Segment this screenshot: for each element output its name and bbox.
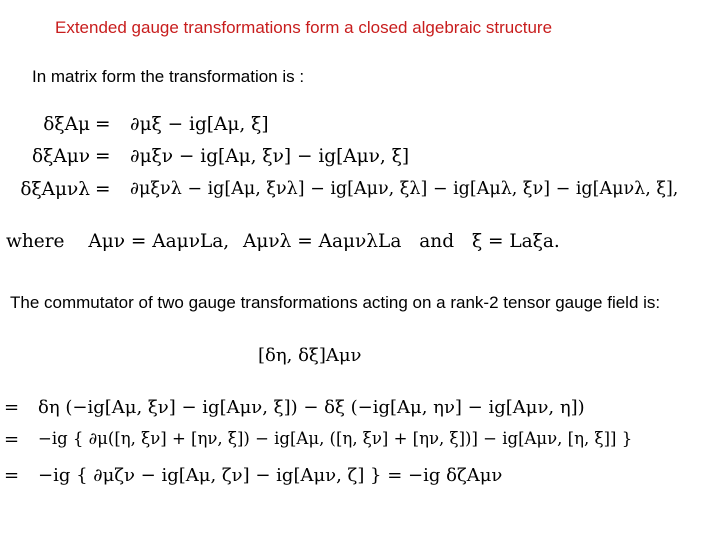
equals-sign: = bbox=[4, 397, 20, 418]
intro-text: In matrix form the transformation is : bbox=[32, 67, 305, 86]
transformation-equation bbox=[0, 179, 720, 205]
definition-rank3: Aμνλ = AaμνλLa bbox=[243, 231, 402, 252]
transformation-equation bbox=[0, 146, 720, 172]
where-definitions bbox=[6, 231, 560, 252]
equation-lhs: δξAμ bbox=[43, 114, 90, 135]
equation-rhs: ∂μξν − ig[Aμ, ξν] − ig[Aμν, ξ] bbox=[130, 146, 410, 167]
slide-title: Extended gauge transformations form a closed algebraic structure bbox=[55, 18, 553, 37]
and-word: and bbox=[419, 231, 455, 252]
where-word: where bbox=[6, 231, 65, 252]
commutator-step bbox=[0, 429, 720, 455]
commutator-step bbox=[0, 397, 720, 423]
step-rhs: −ig { ∂μζν − ig[Aμ, ζν] − ig[Aμν, ζ] } = −ig δζAμν bbox=[38, 465, 503, 486]
definition-rank2: Aμν = AaμνLa, bbox=[88, 231, 230, 252]
transformation-equation bbox=[0, 114, 720, 140]
equation-lhs: δξAμνλ bbox=[20, 179, 90, 200]
commutator-head: [δη, δξ]Aμν bbox=[258, 345, 362, 366]
equation-rhs: ∂μξ − ig[Aμ, ξ] bbox=[130, 114, 269, 135]
equation-rhs: ∂μξνλ − ig[Aμ, ξνλ] − ig[Aμν, ξλ] − ig[Aμλ, ξν] − ig[Aμνλ, ξ], bbox=[130, 179, 679, 199]
step-rhs: δη (−ig[Aμ, ξν] − ig[Aμν, ξ]) − δξ (−ig[Aμ, ην] − ig[Aμν, η]) bbox=[38, 397, 585, 418]
equals-sign: = bbox=[4, 465, 20, 486]
equals-sign: = bbox=[95, 114, 111, 135]
equals-sign: = bbox=[95, 146, 111, 167]
step-rhs: −ig { ∂μ([η, ξν] + [ην, ξ]) − ig[Aμ, ([η, ξν] + [ην, ξ])] − ig[Aμν, [η, ξ]] } bbox=[38, 429, 633, 448]
commutator-paragraph: The commutator of two gauge transformations acting on a rank-2 tensor gauge field is: bbox=[10, 293, 661, 312]
equals-sign: = bbox=[95, 179, 111, 200]
equals-sign: = bbox=[4, 429, 20, 450]
equation-lhs: δξAμν bbox=[32, 146, 90, 167]
commutator-step bbox=[0, 465, 720, 491]
definition-parameter: ξ = Laξa. bbox=[471, 231, 560, 252]
